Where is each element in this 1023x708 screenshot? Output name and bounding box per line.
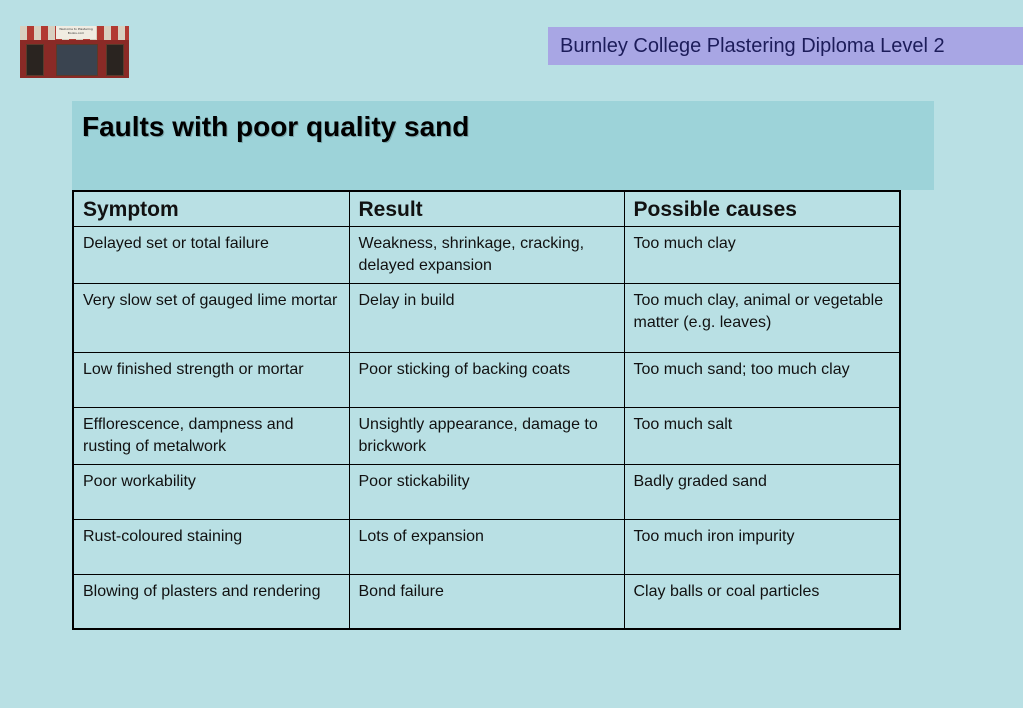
shopfront-logo: [20, 26, 129, 78]
slide-title: Faults with poor quality sand: [82, 111, 470, 142]
table-row: [73, 227, 900, 284]
cause-cell: Too much salt: [624, 408, 900, 465]
result-cell: Poor sticking of backing coats: [349, 353, 624, 408]
faults-table: [72, 190, 901, 630]
cause-cell: Badly graded sand: [624, 465, 900, 520]
column-header-possible-causes: Possible causes: [624, 191, 900, 227]
title-band: [72, 101, 934, 190]
table-header-row: [73, 191, 900, 227]
cause-cell: Clay balls or coal particles: [624, 575, 900, 629]
symptom-cell: Poor workability: [73, 465, 349, 520]
table-row: [73, 408, 900, 465]
result-cell: Weakness, shrinkage, cracking, delayed expansion: [349, 227, 624, 284]
result-cell: Unsightly appearance, damage to brickwork: [349, 408, 624, 465]
symptom-cell: Low finished strength or mortar: [73, 353, 349, 408]
logo-sign: Welcome to Plastering Books.com: [56, 26, 96, 39]
cause-cell: Too much clay: [624, 227, 900, 284]
symptom-cell: Efflorescence, dampness and rusting of metalwork: [73, 408, 349, 465]
result-cell: Lots of expansion: [349, 520, 624, 575]
logo-door-left: [26, 44, 44, 76]
table-row: [73, 520, 900, 575]
symptom-cell: Very slow set of gauged lime mortar: [73, 284, 349, 353]
symptom-cell: Delayed set or total failure: [73, 227, 349, 284]
table-row: [73, 284, 900, 353]
result-cell: Delay in build: [349, 284, 624, 353]
logo-window: [56, 44, 98, 76]
table-row: [73, 575, 900, 629]
course-header: Burnley College Plastering Diploma Level 2: [548, 27, 1023, 65]
result-cell: Poor stickability: [349, 465, 624, 520]
cause-cell: Too much iron impurity: [624, 520, 900, 575]
column-header-symptom: Symptom: [73, 191, 349, 227]
result-cell: Bond failure: [349, 575, 624, 629]
logo-door-right: [106, 44, 124, 76]
cause-cell: Too much clay, animal or vegetable matter (e.g. leaves): [624, 284, 900, 353]
table-row: [73, 353, 900, 408]
table-row: [73, 465, 900, 520]
symptom-cell: Blowing of plasters and rendering: [73, 575, 349, 629]
column-header-result: Result: [349, 191, 624, 227]
symptom-cell: Rust-coloured staining: [73, 520, 349, 575]
cause-cell: Too much sand; too much clay: [624, 353, 900, 408]
